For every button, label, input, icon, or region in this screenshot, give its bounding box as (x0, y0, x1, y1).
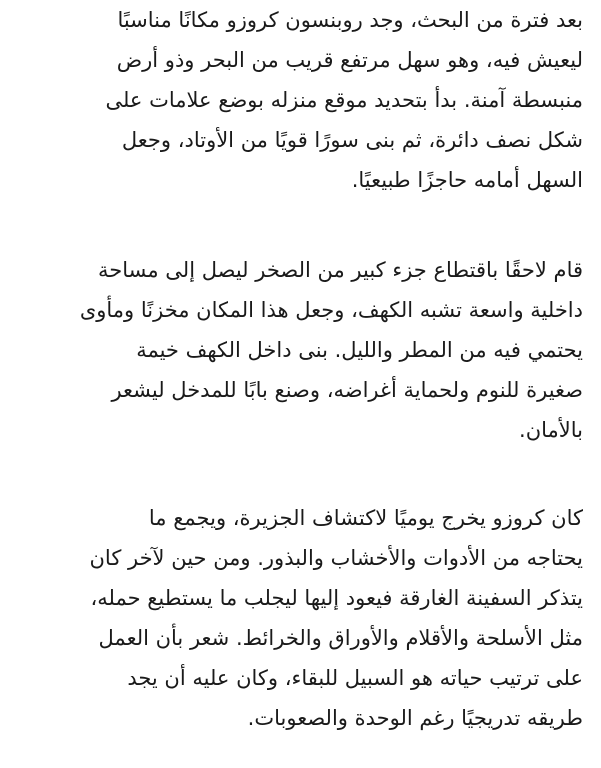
paragraph-line: بالأمان. (519, 418, 583, 442)
paragraph-line: مثل الأسلحة والأقلام والأوراق والخرائط. شعر بأن العمل (98, 626, 583, 650)
paragraph-line: داخلية واسعة تشبه الكهف، وجعل هذا المكان مخزنًا ومأوى (79, 298, 583, 322)
paragraph-line: ليعيش فيه، وهو سهل مرتفع قريب من البحر وذو أرض (116, 48, 583, 72)
paragraph-2 (15, 250, 583, 450)
paragraph-line: يحتمي فيه من المطر والليل. بنى داخل الكهف خيمة (136, 338, 583, 362)
paragraph-line: يحتاجه من الأدوات والأخشاب والبذور. ومن حين لآخر كان (89, 546, 583, 570)
paragraph-line: شكل نصف دائرة، ثم بنى سورًا قويًا من الأوتاد، وجعل (121, 128, 583, 152)
paragraph-line: قام لاحقًا باقتطاع جزء كبير من الصخر ليصل إلى مساحة (98, 258, 583, 282)
paragraph-line: كان كروزو يخرج يوميًا لاكتشاف الجزيرة، ويجمع ما (148, 506, 583, 530)
paragraph-line: يتذكر السفينة الغارقة فيعود إليها ليجلب ما يستطيع حمله، (90, 586, 583, 610)
paragraph-line: منبسطة آمنة. بدأ بتحديد موقع منزله بوضع علامات على (105, 88, 583, 112)
paragraph-line: صغيرة للنوم ولحماية أغراضه، وصنع بابًا للمدخل ليشعر (111, 378, 583, 402)
paragraph-line: على ترتيب حياته هو السبيل للبقاء، وكان عليه أن يجد (127, 666, 583, 690)
paragraph-3 (15, 498, 583, 738)
paragraph-1 (15, 0, 583, 200)
paragraph-line: طريقه تدريجيًا رغم الوحدة والصعوبات. (247, 706, 583, 730)
paragraph-line: السهل أمامه حاجزًا طبيعيًا. (351, 168, 583, 192)
paragraph-line: بعد فترة من البحث، وجد روبنسون كروزو مكانًا مناسبًا (117, 8, 583, 32)
